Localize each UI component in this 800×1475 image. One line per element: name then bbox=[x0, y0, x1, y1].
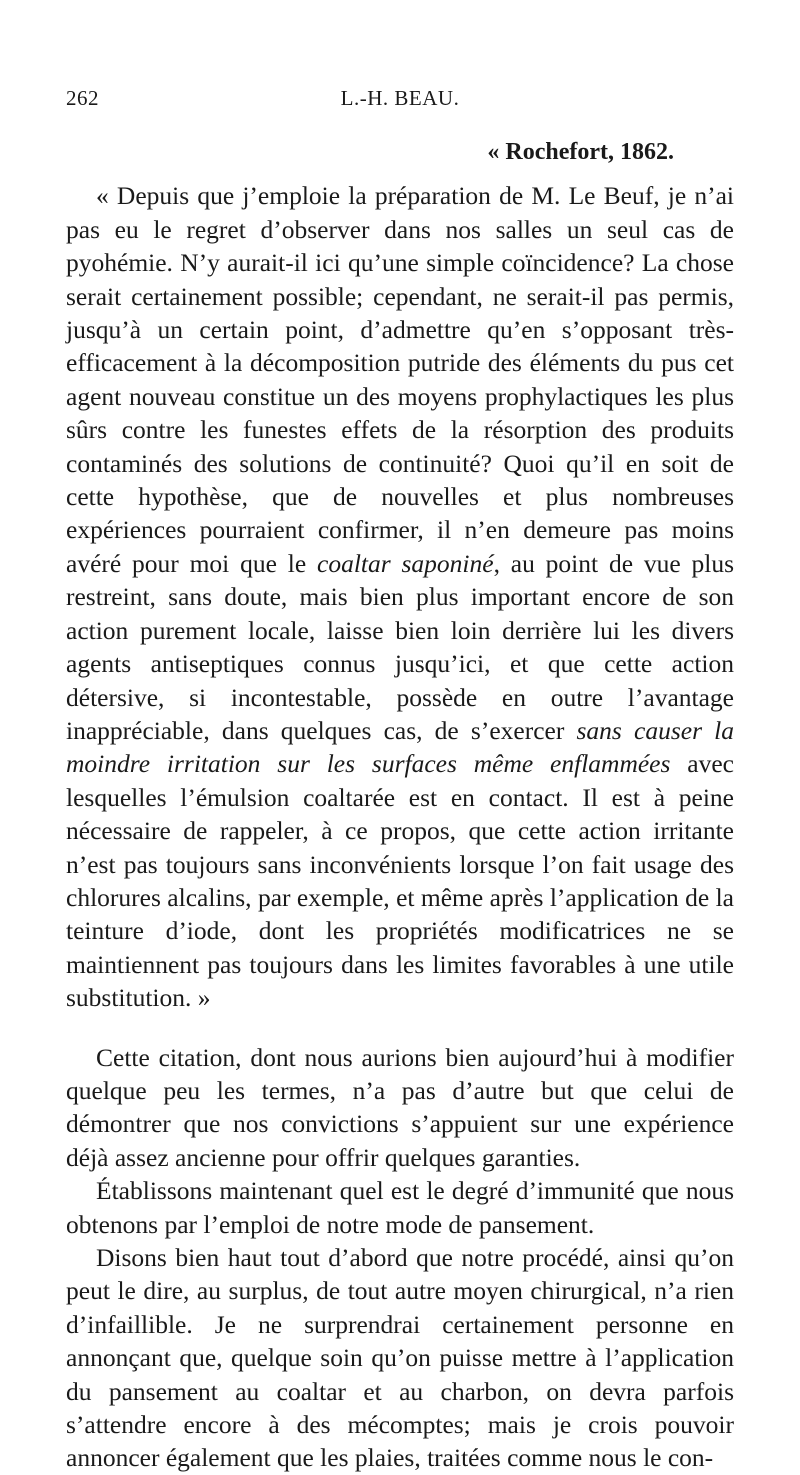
running-head bbox=[66, 86, 734, 116]
letter-dateline: « Rochefort, 1862. bbox=[487, 139, 674, 165]
quote-text-part-3: avec lesquelles l’émulsion coaltarée est en contact. Il est à peine nécessaire de rappeler, à ce propos, que cette action irritante n’est pas toujours sans inconvénients lorsque l’on fait usage des chlorures alcalins, par exemple, et même après l’application de la teinture d’iode, dont les propriétés modificatrices ne se maintiennent pas toujours dans les limites favorables à une utile substitution. » bbox=[66, 749, 734, 1013]
paragraph-citation: Cette citation, dont nous aurions bien aujourd’hui à modifier quelque peu les termes, n’a pas d’autre but que celui de démontrer que nos convictions s’appuient sur une expérience déjà assez ancienne pour offrir quelques garanties. bbox=[66, 1042, 734, 1172]
quote-emphasis-irritation: sans causer la moindre irritation sur les surfaces même enflammées bbox=[66, 715, 734, 779]
body-text bbox=[66, 130, 734, 1475]
quote-text-part-1: « Depuis que j’emploie la préparation de M. Le Beuf, je n’ai pas eu le regret d’observer dans nos salles un seul cas de pyohémie. N’y aurait-il ici qu’une simple coïncidence? La chose serait certainement possible; cependant, ne serait-il pas permis, jusqu’à un certain point, d’admettre qu’en s’opposant très-efficacement à la décomposition putride des éléments du pus cet agent nouveau constitue un des moyens prophylactiques les plus sûrs contre les funestes effets de la résorption des produits contaminés des solutions de continuité? Quoi qu’il en soit de cette hypothèse, que de nouvelles et plus nombreuses expériences pourraient confirmer, il n’en demeure pas moins avéré pour moi que le bbox=[66, 181, 734, 578]
quoted-letter-paragraph bbox=[66, 179, 734, 1014]
running-title: L.-H. BEAU. bbox=[340, 86, 460, 110]
page-number: 262 bbox=[66, 86, 99, 110]
quote-emphasis-coaltar: coaltar saponiné bbox=[317, 548, 494, 578]
quote-text-part-2: , au point de vue plus restreint, sans doute, mais bien plus important encore de son action purement locale, laisse bien loin derrière lui les divers agents antiseptiques connus jusqu’ici, et que cette action détersive, si incontestable, possède en outre l’avantage inappréciable, dans quelques cas, de s’exercer bbox=[66, 548, 734, 745]
paragraph-procedure: Disons bien haut tout d’abord que notre procédé, ainsi qu’on peut le dire, au surplus, de tout autre moyen chirurgical, n’a rien d’infaillible. Je ne surprendrai certainement personne en annonçant que, quelque soin qu’on puisse mettre à l’application du pansement au coaltar et au charbon, on devra parfois s’attendre encore à des mécomptes; mais je crois pouvoir annoncer également que les plaies, traitées comme nous le con- bbox=[66, 1243, 734, 1473]
paragraph-immunity: Établissons maintenant quel est le degré d’immunité que nous obtenons par l’emploi de notre mode de pansement. bbox=[66, 1176, 734, 1239]
